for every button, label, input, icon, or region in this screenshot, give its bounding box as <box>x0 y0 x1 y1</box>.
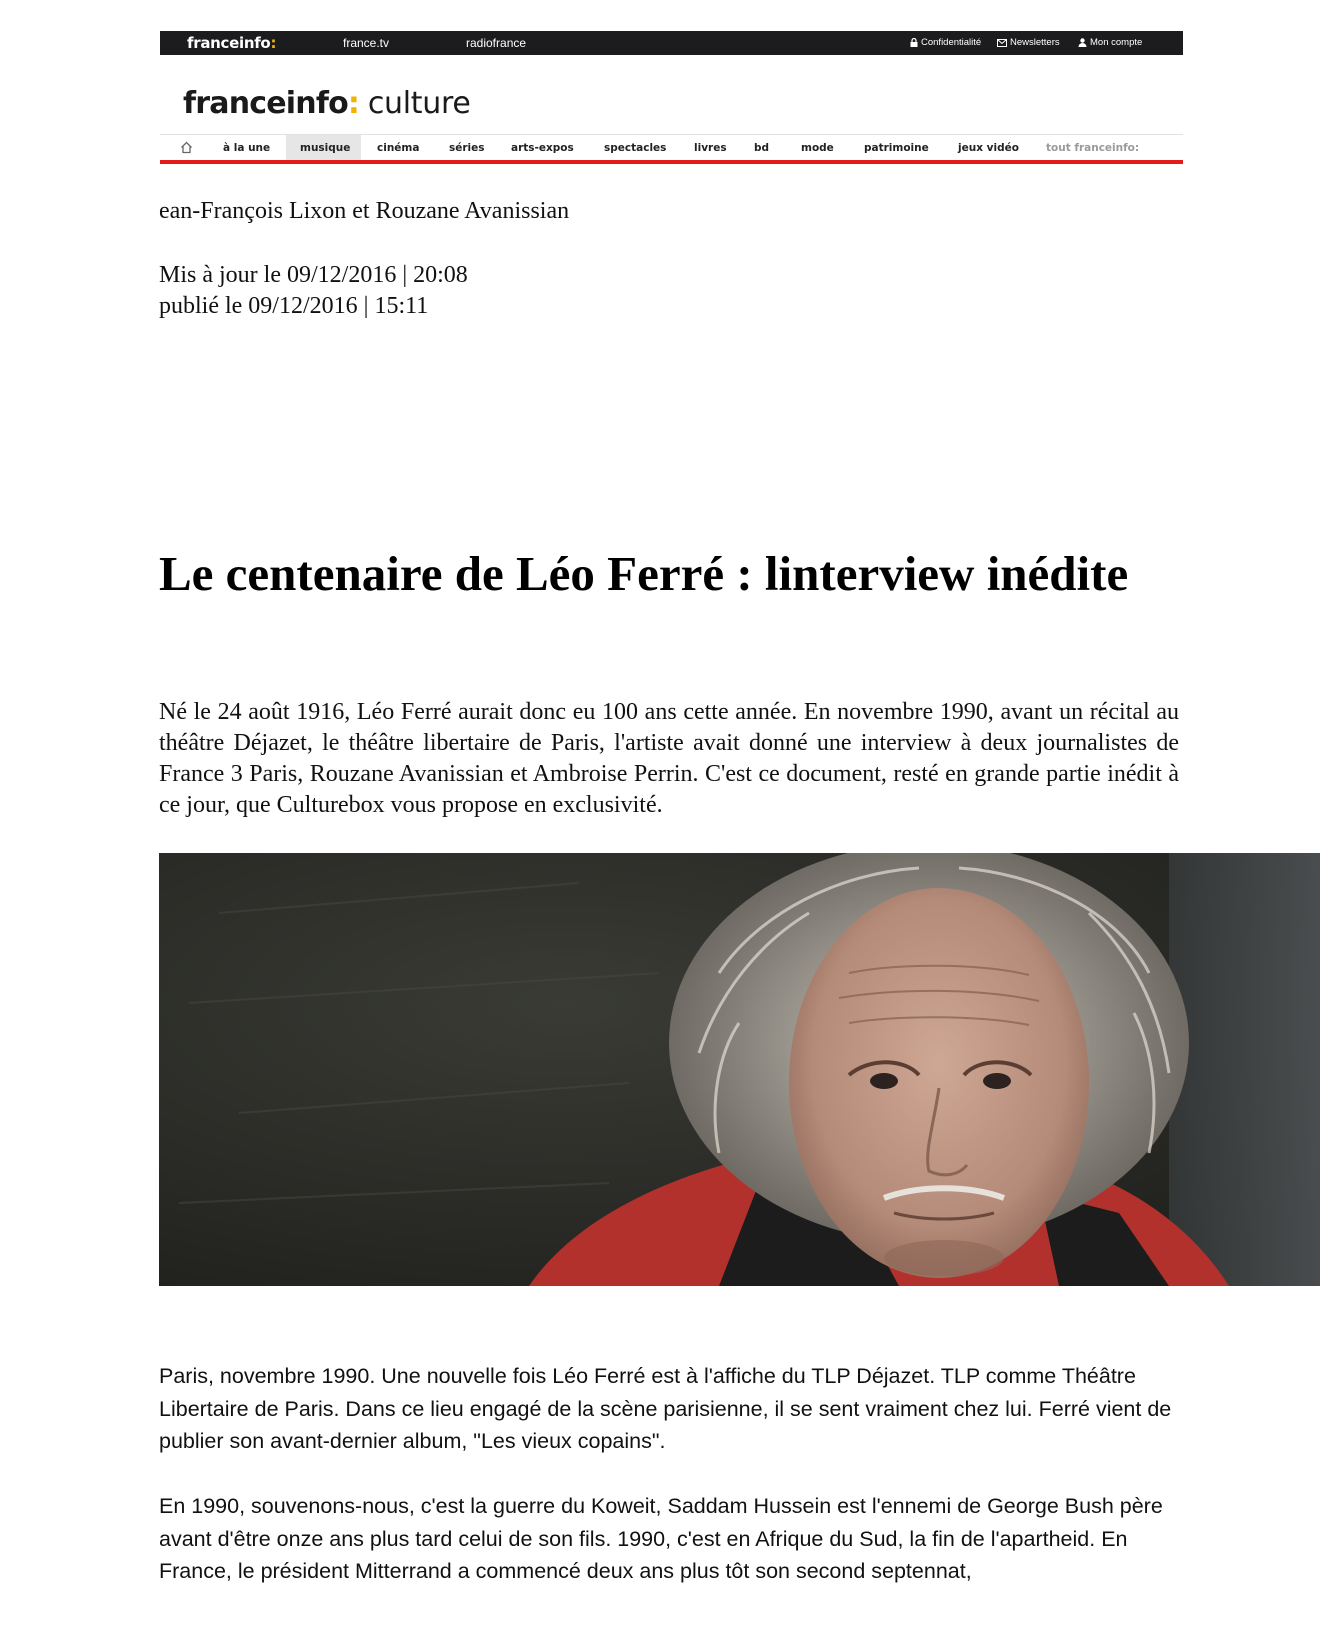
top-bar <box>160 31 1183 55</box>
article-headline: Le centenaire de Léo Ferré : linterview inédite <box>159 546 1129 601</box>
nav-item-a-la-une[interactable]: à la une <box>223 142 271 154</box>
author-byline: ean-François Lixon et Rouzane Avanissian <box>159 198 570 224</box>
user-icon <box>1078 38 1087 47</box>
home-icon[interactable] <box>180 141 193 154</box>
brand-text: franceinfo <box>187 34 271 52</box>
nav-item-mode[interactable]: mode <box>801 142 834 154</box>
article-photo <box>159 853 1320 1286</box>
nav-item-musique[interactable]: musique <box>286 135 361 161</box>
newsletters-link[interactable] <box>997 37 1060 48</box>
body-paragraph: Paris, novembre 1990. Une nouvelle fois Léo Ferré est à l'affiche du TLP Déjazet. TLP comme Théâtre Libertaire de Paris. Dans ce lieu engagé de la scène parisienne, il se sent vraiment chez lui. Ferré vient de publier son avant-dernier album, "Les vieux copains". <box>159 1364 1172 1453</box>
site-logo[interactable] <box>183 86 471 121</box>
body-paragraph: En 1990, souvenons-nous, c'est la guerre du Koweit, Saddam Hussein est l'ennemi de George Bush père avant d'être onze ans plus tard celui de son fils. 1990, c'est en Afrique du Sud, la fin de l'apartheid. En France, le président Mitterrand a commencé deux ans plus tôt son second septennat, <box>159 1494 1163 1583</box>
brand-colon: : <box>270 34 277 52</box>
nav-item-bd[interactable]: bd <box>754 142 770 154</box>
nav-item-livres[interactable]: livres <box>694 142 727 154</box>
logo-colon: : <box>347 86 360 121</box>
updated-date: Mis à jour le 09/12/2016 | 20:08 <box>159 262 468 288</box>
account-label: Mon compte <box>1090 37 1143 48</box>
nav-item-arts-expos[interactable]: arts-expos <box>511 142 574 154</box>
nav-item-tout-franceinfo[interactable]: tout franceinfo: <box>1046 142 1140 154</box>
privacy-link[interactable] <box>910 37 981 48</box>
radiofrance-link[interactable]: radiofrance <box>466 36 527 50</box>
portrait-illustration <box>159 853 1320 1286</box>
francetv-link[interactable]: france.tv <box>343 36 390 50</box>
nav-underline <box>160 160 1183 164</box>
newsletters-label: Newsletters <box>1010 37 1060 48</box>
logo-section: culture <box>367 86 471 121</box>
nav-item-cinema[interactable]: cinéma <box>377 142 420 154</box>
nav-item-spectacles[interactable]: spectacles <box>604 142 667 154</box>
logo-brand: franceinfo <box>183 86 348 121</box>
published-date: publié le 09/12/2016 | 15:11 <box>159 293 429 319</box>
lock-icon <box>910 38 918 47</box>
mail-icon <box>997 39 1007 47</box>
article-lede: Né le 24 août 1916, Léo Ferré aurait donc eu 100 ans cette année. En novembre 1990, avant un récital au théâtre Déjazet, le théâtre libertaire de Paris, l'artiste avait donné une interview à deux journalistes de France 3 Paris, Rouzane Avanissian et Ambroise Perrin. C'est ce document, resté en grande partie inédit à ce jour, que Culturebox vous propose en exclusivité. <box>159 699 1179 818</box>
nav-item-patrimoine[interactable]: patrimoine <box>864 142 929 154</box>
main-nav <box>160 134 1183 161</box>
nav-item-jeux-video[interactable]: jeux vidéo <box>958 142 1019 154</box>
privacy-label: Confidentialité <box>921 37 982 48</box>
account-link[interactable] <box>1078 37 1142 48</box>
franceinfo-link[interactable] <box>187 34 276 52</box>
article-dates <box>159 260 468 322</box>
nav-item-series[interactable]: séries <box>449 142 485 154</box>
